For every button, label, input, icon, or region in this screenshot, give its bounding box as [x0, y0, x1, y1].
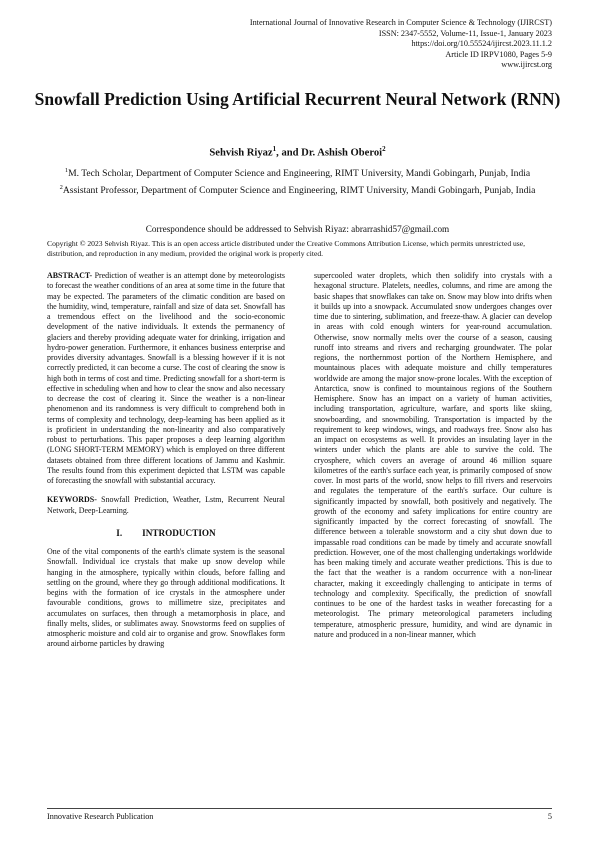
page-footer	[47, 812, 552, 821]
article-id: Article ID IRPV1080, Pages 5-9	[445, 49, 552, 59]
abstract-text: Prediction of weather is an attempt done by meteorologists to forecast the weather conditions of an area at some time in the future that may be expected. The parameters of the climatic condition are based on the humidity, wind, temperature, rainfall and size of data set. Snowfall has a tremendous effect on the livelihood and the socio-economic development of the native individuals. It extends the permanency of glaciers and thereby providing adequate water for drinking, irrigation and hydro-power generation. Furthermore, it enhances business enterprise and provides diversity advantages. Snowfall is a blessing however if it is not correctly predicted, it can become a curse. The cost of clearing the snow is high both in terms of cost and time. Predicting snowfall for a short-term is effective in scheduling when and how to clear the snow and also necessary to decrease the cost of clearing it. Since the weather is a non-linear phenomenon and its randomness is very difficult to comprehend both in terms of complexity and technology, deep-learning has been applied as it is proficient in understanding the non-linearity and also comparatively robust to perturbations. This paper proposes a deep learning algorithm (LONG SHORT-TERM MEMORY) which is employed on three different datasets obtained from three different locations of Jammu and Kashmir. The results found from this experiment depicted that LSTM was capable of forecasting the snowfall with substantial accuracy.	[47, 271, 285, 485]
affiliation-1-sup: 1	[64, 167, 69, 174]
section-heading-introduction	[47, 528, 285, 538]
keywords	[47, 495, 285, 516]
affiliation-2-sup: 2	[59, 184, 63, 192]
keywords-text: Snowfall Prediction, Weather, Lstm, Recurrent Neural Network, Deep-Learning.	[47, 495, 285, 515]
abstract	[47, 271, 285, 486]
affiliation-2	[30, 182, 565, 197]
affiliation-2-text: Assistant Professor, Department of Computer Science and Engineering, RIMT University, Mandi Gobingarh, Punjab, India	[62, 185, 536, 197]
author-2: Dr. Ashish Oberoi	[301, 147, 383, 159]
journal-header	[92, 18, 552, 71]
section-number: I.	[116, 527, 123, 538]
page-number: 5	[547, 812, 552, 821]
intro-paragraph-left: One of the vital components of the earth's climate system is the seasonal Snowfall. Individual ice crystals that make up snow develop while hanging in the atmosphere, typically within clouds, before falling and settling on the ground, where they go through additional modifications. It begins with the formation of ice crystals in the atmosphere under favourable conditions, grows to millimetre size, precipitates and accumulates on surfaces, then through a metamorphosis in place, and finally melts, slides, or sublimates away. Snowstorms feed on supplies of atmospheric moisture and cold air to organise and grow. Snowflakes form around airborne particles by drawing	[47, 547, 285, 649]
publisher-name: Innovative Research Publication	[47, 812, 154, 821]
author-1: Sehvish Riyaz	[209, 147, 273, 159]
author-1-sup: 1	[272, 145, 277, 153]
section-title: INTRODUCTION	[142, 527, 216, 538]
affiliation-1-text: M. Tech Scholar, Department of Computer Science and Engineering, RIMT University, Mandi Gobingarh, Punjab, India	[68, 168, 531, 180]
issn-line: ISSN: 2347-5552, Volume-11, Issue-1, January 2023	[378, 28, 552, 38]
author-2-sup: 2	[382, 145, 386, 153]
journal-name: International Journal of Innovative Research in Computer Science & Technology (IJIRCST)	[249, 18, 552, 27]
right-column	[314, 271, 552, 640]
paper-title: Snowfall Prediction Using Artificial Recurrent Neural Network (RNN)	[34, 89, 561, 109]
abstract-label: ABSTRACT-	[47, 271, 93, 280]
affiliations	[30, 165, 565, 199]
affiliation-1	[30, 165, 565, 180]
footer-divider	[47, 808, 552, 809]
left-column	[47, 271, 285, 650]
keywords-label: KEYWORDS-	[47, 495, 97, 505]
copyright-notice: Copyright © 2023 Sehvish Riyaz. This is an open access article distributed under the Creative Commons Attribution License, which permits unrestricted use, distribution, and reproduction in any medium, provided the original work is properly cited.	[47, 239, 526, 258]
journal-url[interactable]: www.ijircst.org	[501, 60, 552, 70]
intro-paragraph-right: supercooled water droplets, which then solidify into crystals with a hexagonal structure. Platelets, needles, columns, and rime are among the basic shapes that snowflakes can take on. Snow may blow into drifts when it builds up into a snowpack. Accumulated snow undergoes changes over time due to sintering, sublimation, and freeze-thaw. A glacier can develop in areas with cold enough winters for year-round accumulation. Otherwise, snow normally melts over the course of a season, causing runoff into streams and rivers and recharging groundwater. The polar regions, the northernmost portion of the Northern Hemisphere, and mountainous places with adequate moisture and chilly temperatures worldwide are among the major snow-prone locales. With the exception of Antarctica, snow is confined to mountainous regions of the Southern Hemisphere. Snow has an impact on a variety of human activities, including transportation, agriculture, warfare, and sports like skiing, snowboarding, and snowmobiling. Transportation is impacted by the requirement to keep windows, wings, and roadways free. Snow also has an impact on ecosystems as well. It provides an insulating layer in the winters under which the plants are able to survive the cold. The cryosphere, which covers an average of around 46 million square kilometres of the earth's surface each year, is primarily composed of snow cover. In most parts of the world, snow helps to fill rivers and reservoirs and regulates the temperature of the earth's surface. Our culture is significantly impacted by snowfall, both positively and negatively. The growth of the economy and safety implications for entire country are significantly impacted by the correct forecasting of snowfall. The difference between a tolerable snowstorm and a city shut down due to impassable road conditions can be made by timely and accurate snowfall prediction. However, one of the most challenging undertakings worldwide has been making timely and accurate weather predictions. This is due to the fact that the weather is a random occurrence with a non-linear character, making it exceedingly challenging to anticipate in terms of technology and complexity. Specifically, the prediction of snowfall continues to be one of the hardest tasks in weather forecasting for a meteorologist. The primary meteorological parameters including temperature, atmospheric pressure, humidity, and wind are dynamic in nature and produced in a non-linear manner, which	[314, 271, 552, 639]
author-joiner: , and	[276, 147, 302, 159]
doi-link[interactable]: https://doi.org/10.55524/ijircst.2023.11.1.2	[411, 39, 552, 49]
correspondence: Correspondence should be addressed to Sehvish Riyaz: abrarrashid57@gmail.com	[145, 224, 450, 234]
author-line	[30, 145, 565, 159]
